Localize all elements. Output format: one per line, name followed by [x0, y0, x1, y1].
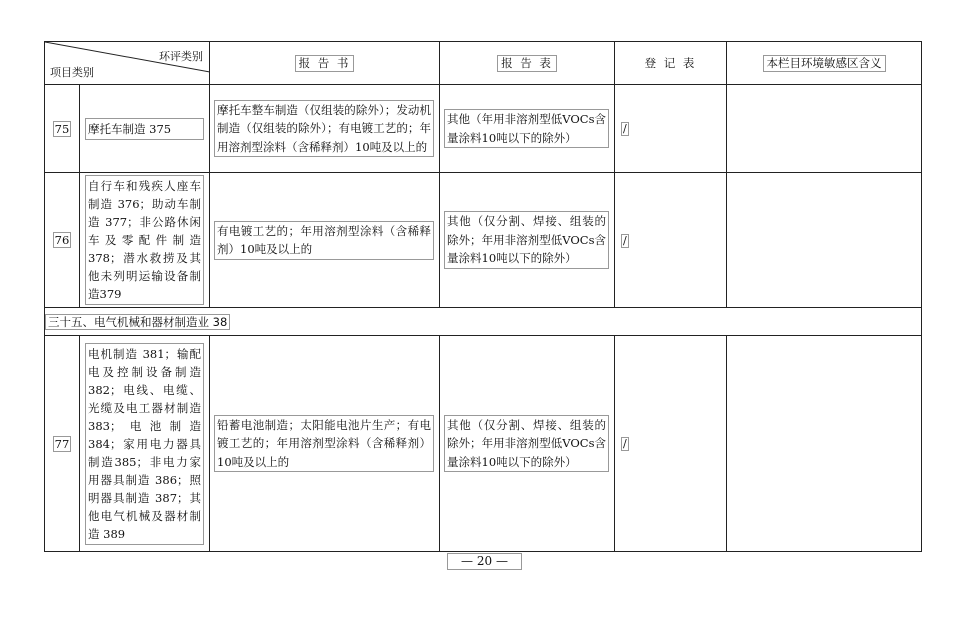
report-form-criteria: 其他（仅分割、焊接、组装的除外；年用非溶剂型低VOCs含量涂料10吨以下的除外） — [440, 173, 615, 308]
table-row — [45, 85, 922, 173]
page-number: — 20 — — [447, 553, 522, 570]
header-form: 报 告 表 — [440, 42, 615, 85]
project-category: 自行车和残疾人座车制造 376；助动车制造 377；非公路休闲车及零配件制造378；潜水救捞及其他未列明运输设备制造379 — [80, 173, 210, 308]
classification-table — [44, 41, 922, 552]
section-row — [45, 308, 922, 336]
table-row — [45, 336, 922, 552]
project-category: 摩托车制造 375 — [80, 85, 210, 173]
table-row — [45, 173, 922, 308]
header-register: 登 记 表 — [615, 42, 727, 85]
project-category-label: 项目类别 — [50, 66, 94, 79]
header-sensitive: 本栏目环境敏感区含义 — [727, 42, 922, 85]
sensitive-area-meaning — [727, 85, 922, 173]
header-report: 报 告 书 — [210, 42, 440, 85]
register-form-criteria: / — [615, 173, 727, 308]
project-category: 电机制造 381；输配电及控制设备制造382；电线、电缆、光缆及电工器材制造383；电池制造 384；家用电力器具制造385；非电力家用器具制造 386；照明器具制造 387；其他电气机械及器材制造 389 — [80, 336, 210, 552]
register-form-criteria: / — [615, 336, 727, 552]
row-number: 76 — [45, 173, 80, 308]
row-number: 77 — [45, 336, 80, 552]
section-title: 三十五、电气机械和器材制造业 38 — [45, 308, 922, 336]
sensitive-area-meaning — [727, 173, 922, 308]
report-book-criteria: 铅蓄电池制造；太阳能电池片生产；有电镀工艺的；年用溶剂型涂料（含稀释剂）10吨及以上的 — [210, 336, 440, 552]
report-form-criteria: 其他（年用非溶剂型低VOCs含量涂料10吨以下的除外） — [440, 85, 615, 173]
report-book-criteria: 有电镀工艺的；年用溶剂型涂料（含稀释剂）10吨及以上的 — [210, 173, 440, 308]
report-book-criteria: 摩托车整车制造（仅组装的除外）；发动机制造（仅组装的除外）；有电镀工艺的；年用溶剂型涂料（含稀释剂）10吨及以上的 — [210, 85, 440, 173]
sensitive-area-meaning — [727, 336, 922, 552]
report-form-criteria: 其他（仅分割、焊接、组装的除外；年用非溶剂型低VOCs含量涂料10吨以下的除外） — [440, 336, 615, 552]
corner-header-cell — [45, 42, 210, 85]
env-category-label: 环评类别 — [159, 50, 203, 63]
row-number: 75 — [45, 85, 80, 173]
register-form-criteria: / — [615, 85, 727, 173]
table-header-row — [45, 42, 922, 85]
